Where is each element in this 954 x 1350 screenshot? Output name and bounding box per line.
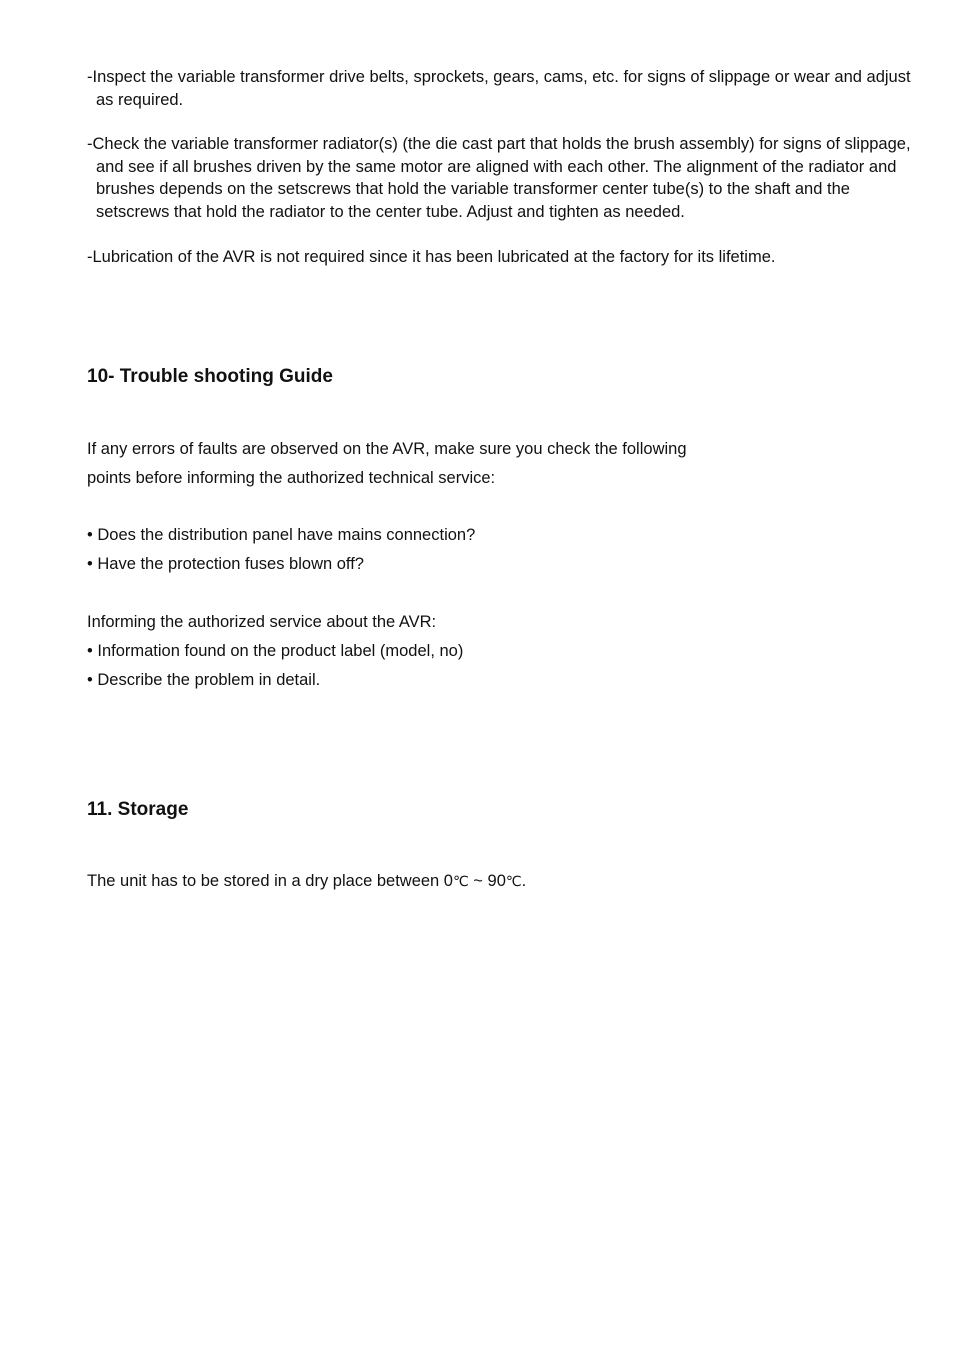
storage-text-before: The unit has to be stored in a dry place between 0: [87, 872, 453, 890]
inform-heading: Informing the authorized service about the AVR:: [87, 613, 437, 631]
storage-heading: 11. Storage: [87, 799, 189, 820]
check-item-mains: • Does the distribution panel have mains connection?: [87, 526, 476, 544]
storage-text-after: .: [521, 872, 527, 890]
troubleshooting-heading: 10- Trouble shooting Guide: [87, 366, 333, 387]
troubleshooting-intro-line2: points before informing the authorized technical service:: [87, 469, 496, 487]
inform-item-describe: • Describe the problem in detail.: [87, 671, 321, 689]
degree-celsius-symbol: ℃: [505, 874, 522, 890]
troubleshooting-intro-line1: If any errors of faults are observed on the AVR, make sure you check the following: [87, 440, 687, 458]
inform-item-label: • Information found on the product label (model, no): [87, 642, 464, 660]
maintenance-item-belts: -Inspect the variable transformer drive belts, sprockets, gears, cams, etc. for signs of slippage or wear and adjust as required.: [87, 68, 911, 109]
degree-celsius-symbol: ℃: [452, 874, 469, 890]
storage-text: [87, 870, 526, 893]
maintenance-item-radiator: -Check the variable transformer radiator(s) (the die cast part that holds the brush assembly) for signs of slippage, and see if all brushes driven by the same motor are aligned with each other. The alignment of the radiator and brushes depends on the setscrews that hold the variable transformer center tube(s) to the shaft and the setscrews that hold the radiator to the center tube. Adjust and tighten as needed.: [87, 135, 911, 221]
storage-text-mid: ~ 90: [468, 872, 506, 890]
check-item-fuses: • Have the protection fuses blown off?: [87, 555, 364, 573]
maintenance-item-lubrication: -Lubrication of the AVR is not required since it has been lubricated at the factory for its lifetime.: [87, 248, 776, 266]
